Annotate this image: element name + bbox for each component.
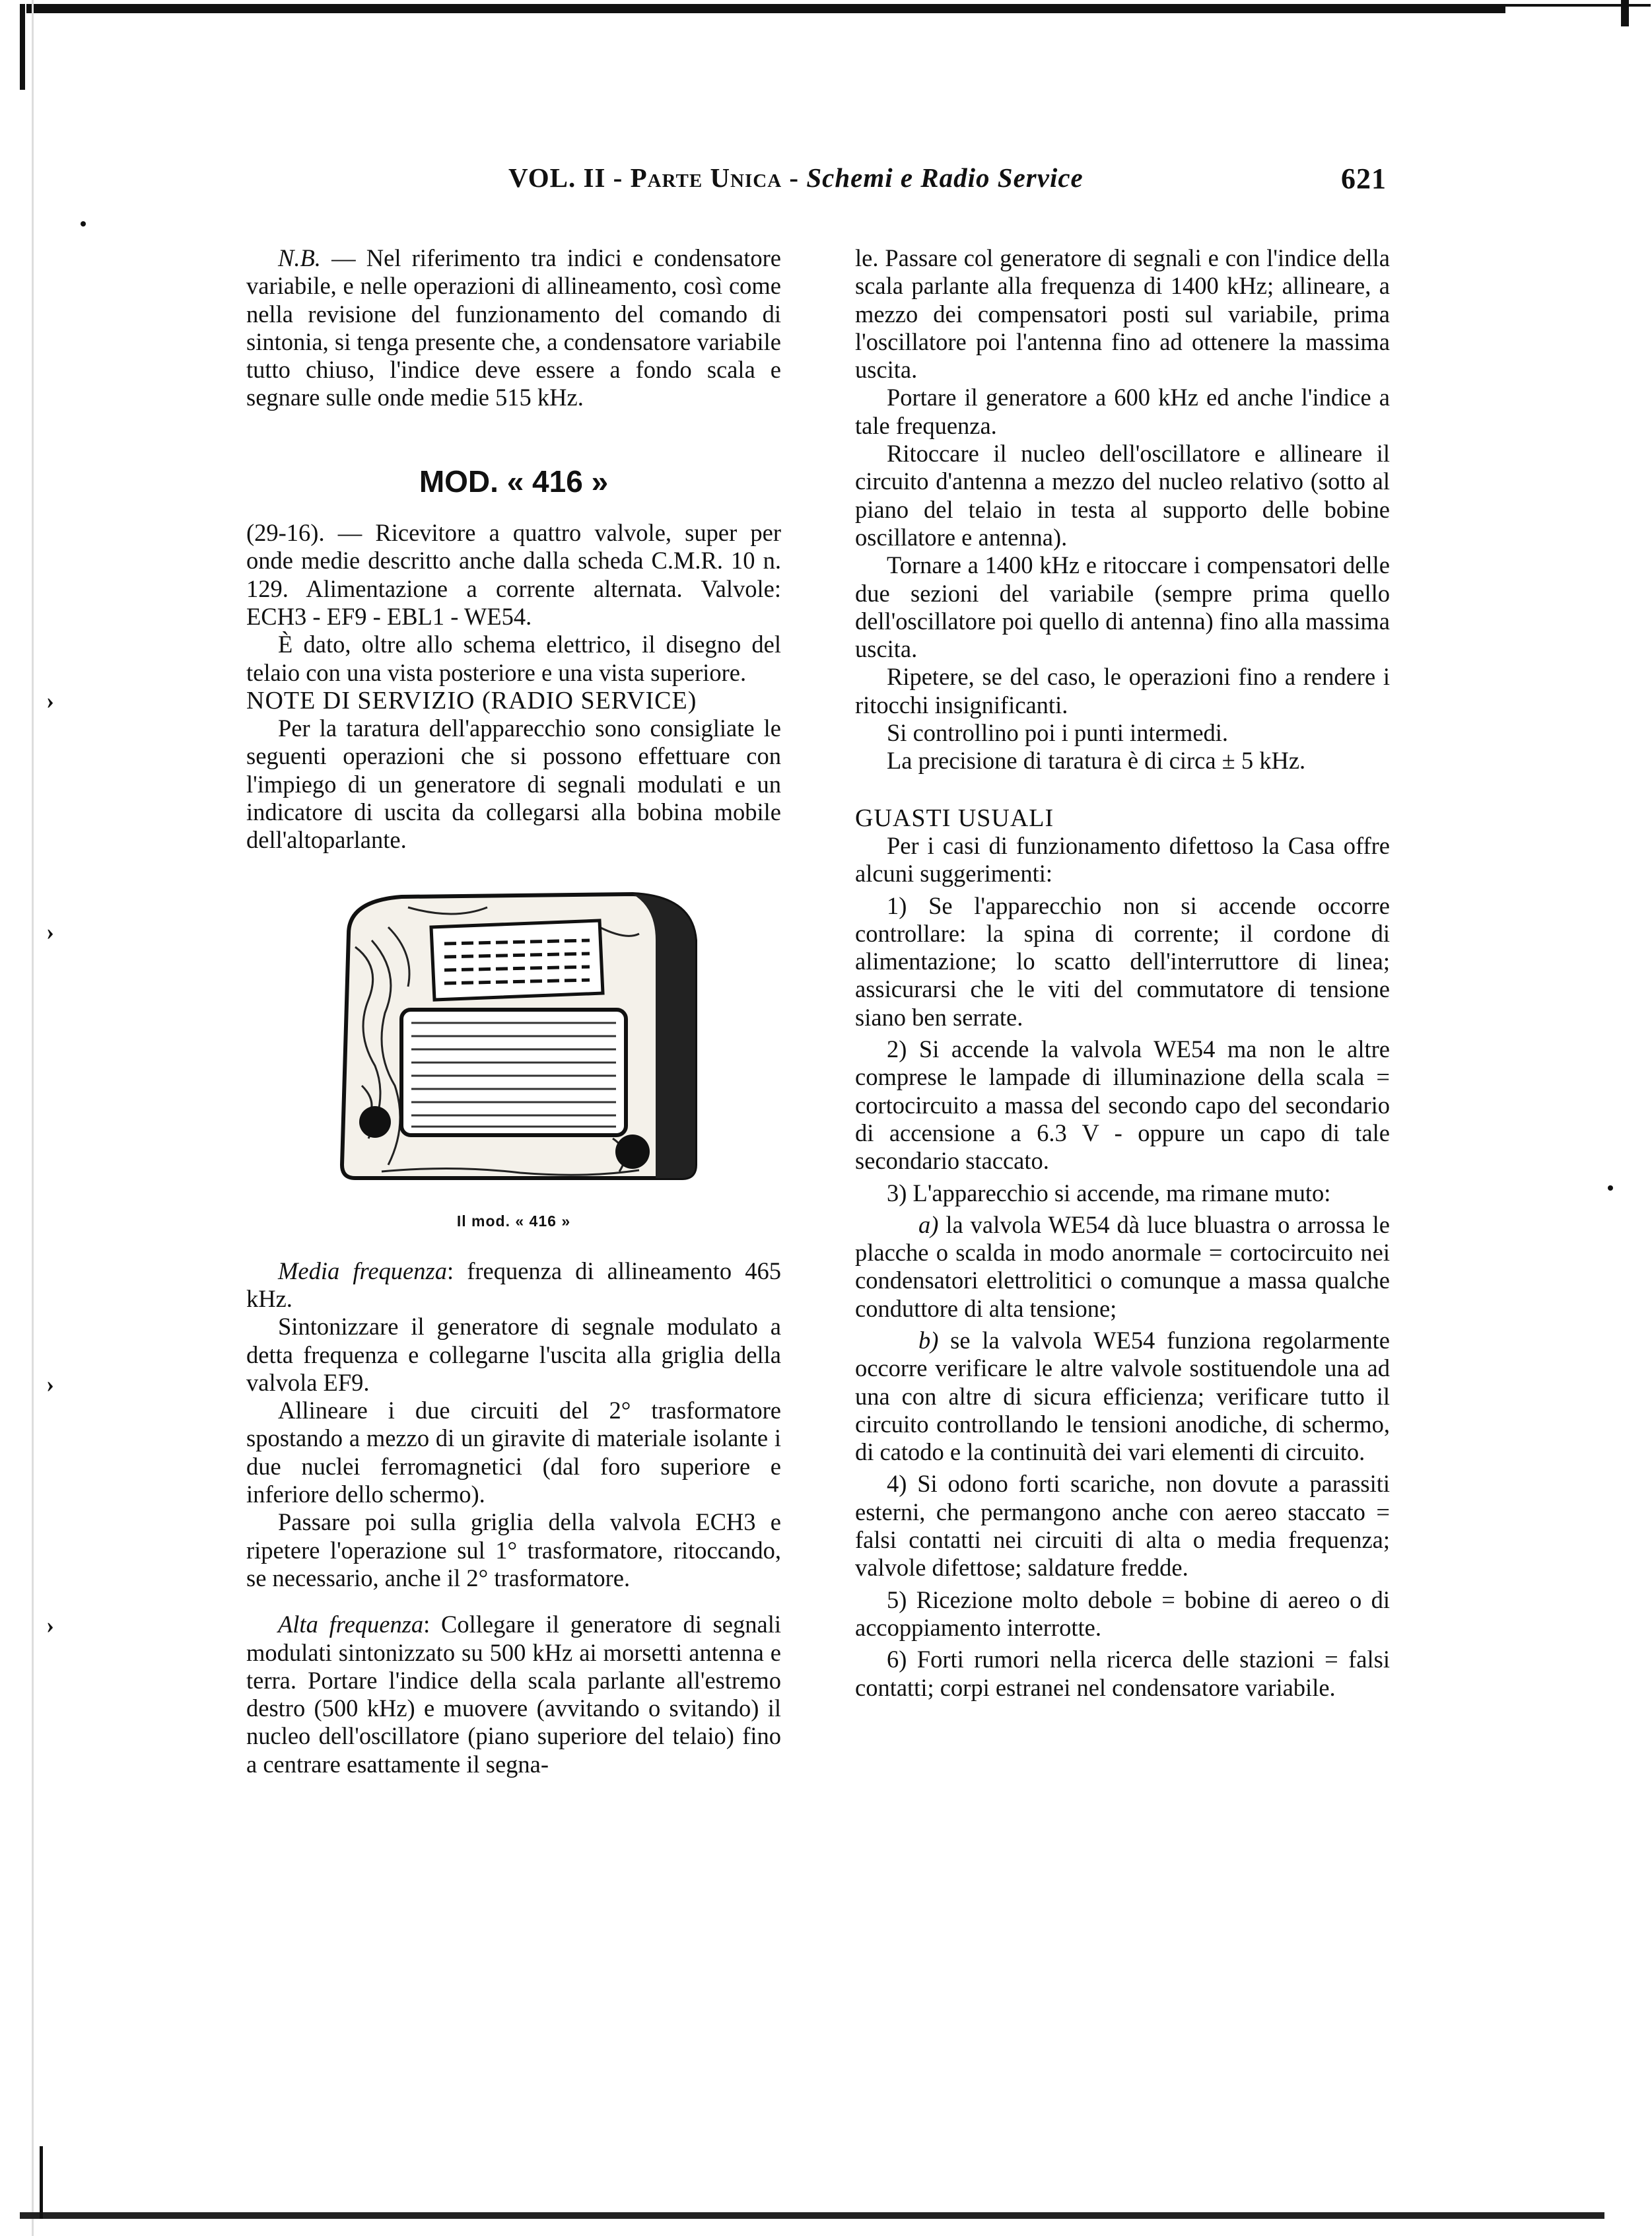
mf-label: Media frequenza (278, 1257, 447, 1284)
fault-5: 5) Ricezione molto debole = bobine di aereo o di accoppiamento interrotte. (855, 1586, 1390, 1641)
header-part: Parte Unica (630, 162, 782, 193)
service-notes-intro: Per la taratura dell'apparecchio sono consigliate le seguenti operazioni che si possono effettuare con l'impiego di un generatore di segnali modulati e un indicatore di uscita da collegarsi alla bobina mobile dell'altoparlante. (246, 715, 781, 854)
binding-hole-mark: › (46, 1371, 54, 1397)
scan-edge-top (26, 4, 1505, 13)
af-step-600: Portare il generatore a 600 kHz ed anche l'indice a tale frequenza. (855, 384, 1390, 439)
page-number: 621 (1341, 162, 1387, 195)
header-volume: VOL. II - (508, 162, 631, 193)
binding-hole-mark: › (46, 919, 54, 945)
scan-edge-bottom (20, 2212, 1604, 2219)
fault-3: 3) L'apparecchio si accende, ma rimane muto: (887, 1179, 1331, 1206)
scan-edge-left (20, 4, 25, 90)
af-precision: La precisione di taratura è di circa ± 5 kHz. (887, 747, 1306, 775)
mf-paragraph (246, 1257, 781, 1313)
af-step-repeat: Ripetere, se del caso, le operazioni fino a rendere i ritocchi insignificanti. (855, 663, 1390, 718)
radio-illustration (246, 888, 781, 1230)
model-intro: (29-16). — Ricevitore a quattro valvole, super per onde medie descritto anche dalla scheda C.M.R. 10 n. 129. Alimentazione a corrente alternata. Valvole: ECH3 - EF9 - EBL1 - WE54. (246, 519, 781, 630)
scan-edge-bottom-left (40, 2146, 43, 2219)
mf-step-3: Allineare i due circuiti del 2° trasformatore spostando a mezzo di un giravite di materiale isolante i due nuclei ferromagnetici (dal foro superiore e inferiore dello schermo). (246, 1397, 781, 1508)
header-section: Schemi e Radio Service (806, 162, 1084, 193)
binding-hole-mark: › (46, 1612, 54, 1638)
fault-3a (855, 1211, 1390, 1323)
header-title (508, 162, 1084, 193)
fault-3b (855, 1327, 1390, 1466)
fault-3a-text: la valvola WE54 dà luce bluastra o arrossa le placche o scalda in modo anormale = cortocircuito nei condensatori elettrolitici o comunque a massa qualche conduttore di alta tensione; (855, 1210, 1390, 1322)
fault-1: 1) Se l'apparecchio non si accende occorre controllare: la spina di corrente; il cordone di alimentazione; lo scatto dell'interruttore di linea; assicurarsi che le viti del commutatore di tensione siano ben serrate. (855, 891, 1390, 1031)
fault-3b-text: se la valvola WE54 funziona regolarmente occorre verificare le altre valvole sostituendole una ad una con altre di sicura efficienza; verificare tutto il circuito controllando le tensioni anodiche, di schermo, di catodo e la continuità dei vari elementi di circuito. (855, 1326, 1390, 1466)
af-continued: le. Passare col generatore di segnali e con l'indice della scala parlante alla frequenza di 1400 kHz; allineare, a mezzo dei compensatori posti sul variabile, prima l'oscillatore poi l'antenna fino ad ottenere la massima uscita. (855, 244, 1390, 384)
left-column (246, 244, 781, 1778)
nb-label: N.B. (278, 244, 321, 271)
scan-speck (81, 221, 86, 227)
nb-paragraph (246, 244, 781, 412)
scan-speck (1608, 1185, 1613, 1191)
faults-heading: GUASTI USUALI (855, 804, 1054, 832)
radio-cabinet-image (322, 888, 705, 1191)
af-label: Alta frequenza (278, 1611, 424, 1638)
faults-intro: Per i casi di funzionamento difettoso la Casa offre alcuni suggerimenti: (855, 831, 1390, 888)
figure-caption: Il mod. « 416 » (456, 1212, 571, 1230)
fault-3b-label: b) (918, 1326, 939, 1354)
scan-edge-left-shadow (32, 0, 34, 2236)
fault-2: 2) Si accende la valvola WE54 ma non le altre comprese le lampade di illuminazione della scala = cortocircuito a massa del secondo capo del secondario di accensione a 6.3 V - oppure un capo di tale secondario staccato. (855, 1035, 1390, 1175)
scan-edge-right (1621, 0, 1629, 26)
scan-edge-top-thin (1505, 4, 1651, 7)
af-step-intermediate: Si controllino poi i punti intermedi. (887, 719, 1229, 747)
af-step-1400: Tornare a 1400 kHz e ritoccare i compensatori delle due sezioni del variabile (sempre prima quello dell'oscillatore poi quello di antenna) fino alla massima uscita. (855, 551, 1390, 663)
service-notes-heading: NOTE DI SERVIZIO (RADIO SERVICE) (246, 686, 697, 715)
af-paragraph (246, 1611, 781, 1778)
af-step-retouch: Ritoccare il nucleo dell'oscillatore e allineare il circuito d'antenna a mezzo del nucleo relativo (sotto al piano del telaio in testa al supporto delle bobine oscillatore e antenna). (855, 440, 1390, 551)
header-separator: - (782, 162, 807, 193)
af-text: : Collegare il generatore di segnali modulati sintonizzato su 500 kHz ai morsetti antenna e terra. Portare l'indice della scala parlante all'estremo destro (500 kHz) e muovere (avvitando o svitando) il nucleo dell'oscillatore (piano superiore del telaio) fino a centrare esattamente il segna- (246, 1611, 781, 1778)
nb-text: — Nel riferimento tra indici e condensatore variabile, e nelle operazioni di allineamento, così come nella revisione del funzionamento del comando di sintonia, si tenga presente che, a condensatore variabile tutto chiuso, l'indice deve essere a fondo scala e segnare sulle onde medie 515 kHz. (246, 244, 781, 411)
fault-6: 6) Forti rumori nella ricerca delle stazioni = falsi contatti; corpi estranei nel condensatore variabile. (855, 1646, 1390, 1701)
model-title: MOD. « 416 » (419, 464, 609, 499)
drawings-note: È dato, oltre allo schema elettrico, il disegno del telaio con una vista posteriore e una vista superiore. (246, 631, 781, 686)
fault-3a-label: a) (918, 1210, 939, 1238)
mf-text: : frequenza di allineamento 465 kHz. (246, 1257, 782, 1312)
mf-step-2: Sintonizzare il generatore di segnale modulato a detta frequenza e collegarne l'uscita alla griglia della valvola EF9. (246, 1313, 781, 1396)
binding-hole-mark: › (46, 687, 54, 714)
mf-step-4: Passare poi sulla griglia della valvola ECH3 e ripetere l'operazione sul 1° trasformatore, ritoccando, se necessario, anche il 2° trasformatore. (246, 1508, 781, 1591)
right-column (855, 244, 1390, 1702)
fault-4: 4) Si odono forti scariche, non dovute a parassiti esterni, che permangono anche con aereo staccato = falsi contatti nei circuiti di alta o media frequenza; valvole difettose; saldature fredde. (855, 1470, 1390, 1582)
